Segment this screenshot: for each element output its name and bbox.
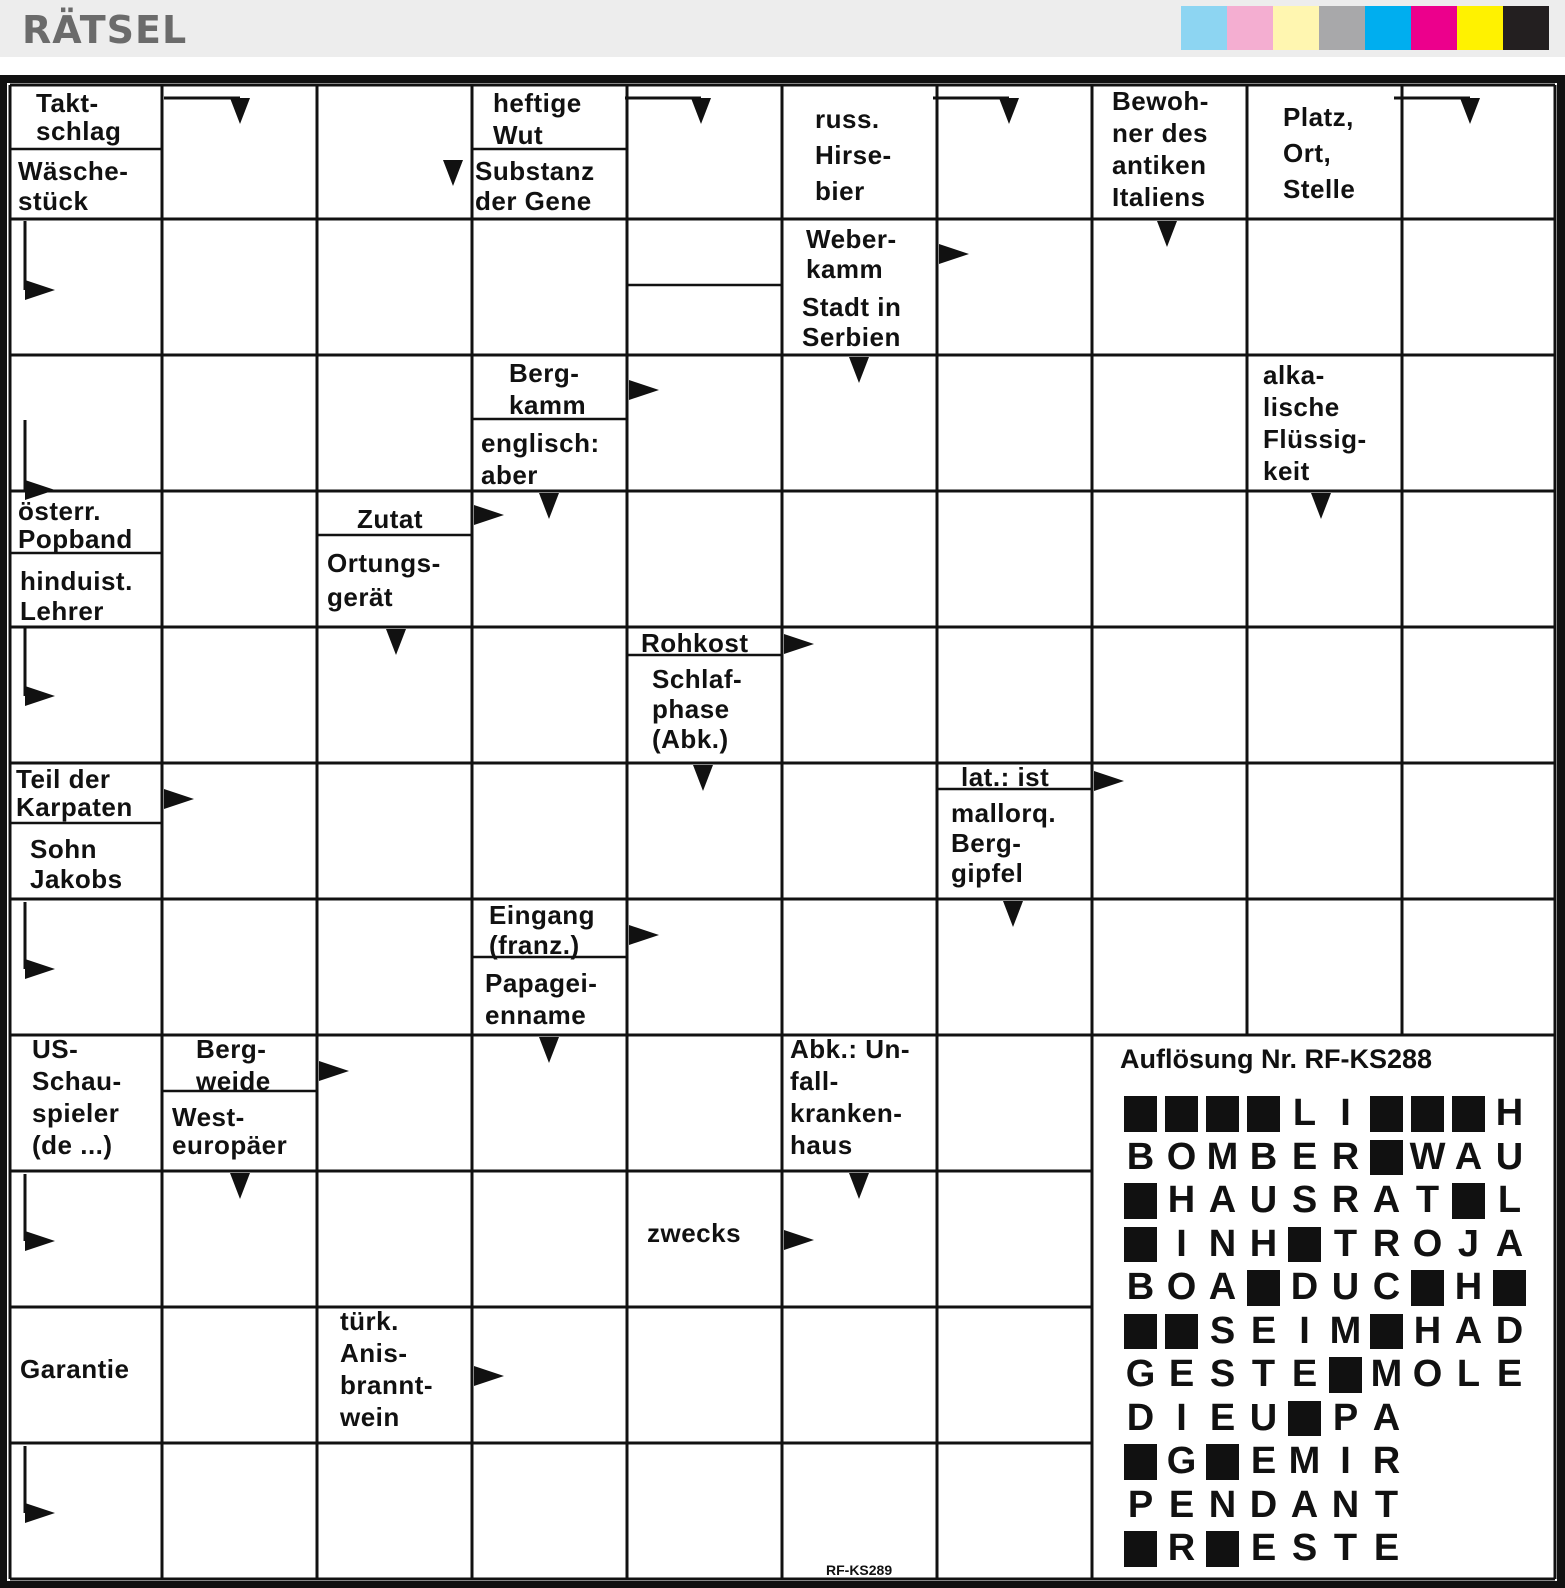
clue-line: Schau- [32, 1066, 122, 1096]
clue-line: Rohkost [641, 628, 749, 658]
solution-letter: O [1166, 1266, 1197, 1308]
clue-line: kamm [509, 390, 587, 420]
solution-letter: I [1340, 1440, 1351, 1482]
clue-line: Wut [493, 120, 544, 150]
solution-letter: M [1329, 1309, 1362, 1352]
arrow-right-icon [164, 789, 194, 809]
arrow-down-icon [230, 98, 250, 124]
clue-c5 [815, 104, 892, 206]
solution-letter: E [1291, 1135, 1318, 1178]
arrow-down-icon [1460, 98, 1480, 124]
clue-line: mallorq. [951, 798, 1057, 828]
clue-line: Italiens [1112, 182, 1206, 212]
clue-line: (Abk.) [652, 724, 729, 754]
clue-line: Berg- [951, 828, 1022, 858]
solution-row [1120, 1136, 1530, 1180]
solution-letter: E [1291, 1353, 1318, 1395]
solution-letter: I [1176, 1396, 1187, 1439]
clue-c8 [806, 224, 897, 284]
clue-line: Substanz [475, 156, 595, 186]
clue-line: keit [1263, 456, 1310, 486]
arrow-right-icon [1094, 771, 1124, 791]
clue-line: Takt- [36, 88, 99, 118]
solution-letter: L [1292, 1092, 1317, 1134]
solution-letter: P [1127, 1483, 1154, 1526]
clue-line: lische [1263, 392, 1340, 422]
arrow-right-icon [939, 244, 969, 264]
solution-black-cell [1411, 1096, 1444, 1132]
solution-black-cell [1452, 1096, 1485, 1132]
solution-row [1120, 1353, 1530, 1397]
solution-letter: E [1168, 1483, 1195, 1526]
clue-line: heftige [493, 88, 582, 118]
solution-letter: M [1288, 1440, 1321, 1482]
solution-letter: O [1166, 1135, 1197, 1178]
arrow-right-icon [25, 1503, 55, 1523]
solution-letter: U [1331, 1266, 1360, 1308]
solution-letter: G [1125, 1353, 1156, 1395]
clue-line: Anis- [340, 1338, 408, 1368]
solution-letter: E [1373, 1527, 1400, 1569]
solution-letter: E [1250, 1527, 1277, 1569]
solution-letter: U [1495, 1135, 1524, 1178]
clue-c13 [18, 496, 133, 554]
clue-line: Stelle [1283, 174, 1356, 204]
clue-line: schlag [36, 116, 122, 146]
clue-line: gerät [327, 582, 394, 612]
solution-row [1120, 1440, 1530, 1484]
clue-line: West- [172, 1102, 245, 1132]
clue-line: US- [32, 1034, 79, 1064]
solution-letter: E [1250, 1440, 1277, 1482]
clue-line: Jakobs [30, 864, 123, 894]
clue-line: aber [481, 460, 538, 490]
clue-c31 [339, 1306, 433, 1432]
arrow-right-icon [629, 925, 659, 945]
solution-letter: U [1249, 1179, 1278, 1221]
solution-letter: H [1167, 1179, 1196, 1221]
clue-c29 [647, 1218, 741, 1248]
clue-line: Papagei- [485, 968, 598, 998]
arrow-down-icon [849, 1173, 869, 1199]
clue-line: Ort, [1283, 138, 1332, 168]
solution-letter: U [1249, 1396, 1278, 1439]
solution-letter: N [1331, 1483, 1360, 1526]
clue-line: russ. [815, 104, 880, 134]
solution-black-cell [1124, 1444, 1157, 1480]
arrow-down-icon [999, 98, 1019, 124]
solution-black-cell [1206, 1444, 1239, 1480]
solution-letter: H [1454, 1266, 1483, 1308]
solution-letter: I [1176, 1222, 1187, 1265]
clue-line: wein [340, 1402, 400, 1432]
solution-row [1120, 1527, 1530, 1571]
solution-letter: S [1291, 1179, 1318, 1221]
clue-c14 [20, 566, 133, 626]
solution-letter: C [1372, 1266, 1401, 1308]
clue-line: Zutat [357, 504, 424, 534]
clue-line: Popband [18, 524, 133, 554]
clue-c7 [1283, 102, 1355, 204]
clue-c24 [485, 968, 597, 1030]
clue-line: stück [18, 186, 89, 216]
clue-c19 [16, 764, 133, 822]
solution-black-cell [1370, 1140, 1403, 1176]
solution-letter: O [1412, 1222, 1443, 1265]
clue-line: brannt- [340, 1370, 434, 1400]
solution-letter: N [1208, 1483, 1237, 1526]
clue-line: Platz, [1283, 102, 1354, 132]
clue-line: Bewoh- [1112, 86, 1209, 116]
clue-line: Berg- [509, 358, 580, 388]
clue-line: Berg- [196, 1034, 267, 1064]
solution-letter: M [1206, 1135, 1239, 1178]
solution-letter: A [1208, 1179, 1237, 1221]
clue-line: alka- [1263, 360, 1325, 390]
solution-letter: E [1168, 1353, 1195, 1395]
solution-black-cell [1329, 1357, 1362, 1393]
clue-c3 [493, 88, 582, 150]
solution-black-cell [1124, 1531, 1157, 1567]
clue-c2 [18, 156, 128, 216]
clue-line: Wäsche- [18, 156, 129, 186]
solution-letter: W [1409, 1135, 1446, 1178]
arrow-down-icon [443, 160, 463, 186]
arrow-right-icon [784, 634, 814, 654]
clue-line: Stadt in [802, 292, 902, 322]
clue-line: spieler [32, 1098, 120, 1128]
solution-letter: A [1454, 1135, 1483, 1178]
solution-letter: T [1333, 1527, 1358, 1569]
solution-letter: D [1290, 1266, 1319, 1308]
clue-c1 [36, 88, 121, 146]
solution-black-cell [1452, 1183, 1485, 1219]
solution-letter: T [1415, 1179, 1440, 1221]
arrow-right-icon [319, 1061, 349, 1081]
arrow-right-icon [25, 959, 55, 979]
clue-line: (franz.) [489, 930, 580, 960]
arrow-down-icon [1157, 221, 1177, 247]
solution-row [1120, 1266, 1530, 1310]
solution-row [1120, 1179, 1530, 1223]
clue-c10 [509, 358, 586, 420]
solution-black-cell [1206, 1096, 1239, 1132]
clue-c16 [327, 548, 441, 612]
arrow-right-icon [25, 1231, 55, 1251]
solution-letter: A [1208, 1266, 1237, 1308]
solution-letter: A [1454, 1309, 1483, 1352]
solution-letter: H [1495, 1092, 1524, 1134]
arrow-down-icon [539, 1037, 559, 1063]
solution-black-cell [1370, 1314, 1403, 1350]
clue-line: phase [652, 694, 730, 724]
solution-letter: R [1331, 1135, 1360, 1178]
solution-letter: A [1372, 1396, 1401, 1439]
solution-black-cell [1411, 1270, 1444, 1306]
clue-line: hinduist. [20, 566, 133, 596]
clue-line: bier [815, 176, 865, 206]
solution-letter: G [1166, 1440, 1197, 1482]
clue-line: der Gene [475, 186, 592, 216]
solution-black-cell [1370, 1096, 1403, 1132]
solution-letter: T [1333, 1222, 1358, 1265]
solution-letter: S [1209, 1353, 1236, 1395]
solution-letter: I [1340, 1092, 1351, 1134]
clue-c28 [790, 1034, 910, 1160]
solution-letter: J [1457, 1222, 1480, 1265]
clue-line: weide [196, 1066, 271, 1096]
clue-line: Garantie [20, 1354, 130, 1384]
arrow-right-icon [629, 380, 659, 400]
solution-letter: P [1332, 1396, 1359, 1439]
solution-black-cell [1206, 1531, 1239, 1567]
solution-letter: O [1412, 1353, 1443, 1395]
clue-line: antiken [1112, 150, 1207, 180]
arrow-down-icon [230, 1173, 250, 1199]
solution-row [1120, 1397, 1530, 1441]
arrow-right-icon [25, 686, 55, 706]
solution-letter: N [1208, 1222, 1237, 1265]
solution-black-cell [1124, 1183, 1157, 1219]
clue-line: Abk.: Un- [790, 1034, 911, 1064]
arrow-down-icon [386, 629, 406, 655]
solution-letter: R [1372, 1440, 1401, 1482]
clue-c21 [961, 762, 1049, 792]
solution-letter: A [1372, 1179, 1401, 1221]
solution-letter: H [1249, 1222, 1278, 1265]
solution-letter: S [1209, 1309, 1236, 1352]
clue-line: Serbien [802, 322, 901, 352]
arrow-down-icon [539, 493, 559, 519]
solution-black-cell [1493, 1270, 1526, 1306]
arrow-right-icon [474, 1366, 504, 1386]
arrow-down-icon [1311, 493, 1331, 519]
solution-letter: A [1495, 1222, 1524, 1265]
solution-row [1120, 1223, 1530, 1267]
clue-c23 [489, 900, 595, 960]
solution-title: Auflösung Nr. RF-KS288 [1120, 1044, 1433, 1074]
solution-black-cell [1288, 1401, 1321, 1437]
clue-c30 [20, 1354, 130, 1384]
solution-letter: A [1290, 1483, 1319, 1526]
page-title: RÄTSEL [22, 8, 188, 52]
arrow-right-icon [784, 1230, 814, 1250]
clue-line: lat.: ist [961, 762, 1050, 792]
clue-line: gipfel [951, 858, 1024, 888]
clue-line: österr. [18, 496, 101, 526]
clue-line: Flüssig- [1263, 424, 1367, 454]
solution-letter: R [1372, 1222, 1401, 1265]
arrow-down-icon [849, 357, 869, 383]
solution-row [1120, 1484, 1530, 1528]
clue-line: kranken- [790, 1098, 903, 1128]
solution-black-cell [1165, 1096, 1198, 1132]
clue-line: englisch: [481, 428, 600, 458]
solution-black-cell [1124, 1314, 1157, 1350]
clue-line: kamm [806, 254, 884, 284]
solution-black-cell [1165, 1314, 1198, 1350]
clue-c17 [641, 628, 749, 658]
solution-letter: B [1249, 1135, 1278, 1178]
solution-black-cell [1124, 1096, 1157, 1132]
clue-c15 [357, 504, 423, 534]
solution-letter: B [1126, 1135, 1155, 1178]
solution-black-cell [1247, 1096, 1280, 1132]
solution-letter: D [1495, 1309, 1524, 1352]
clue-line: Ortungs- [327, 548, 441, 578]
clue-c20 [30, 834, 123, 894]
puzzle-code: RF-KS289 [826, 1562, 893, 1578]
solution-row [1120, 1092, 1530, 1136]
clue-line: (de ...) [32, 1130, 113, 1160]
clue-c6 [1112, 86, 1209, 212]
solution-letter: T [1374, 1483, 1399, 1526]
solution-letter: M [1370, 1353, 1403, 1395]
arrow-down-icon [693, 765, 713, 791]
clue-line: Lehrer [20, 596, 104, 626]
clue-line: ner des [1112, 118, 1208, 148]
clue-line: Sohn [30, 834, 97, 864]
clue-c25 [32, 1034, 122, 1160]
solution-black-cell [1247, 1270, 1280, 1306]
clue-line: Weber- [806, 224, 897, 254]
solution-letter: D [1126, 1396, 1155, 1439]
clue-line: Eingang [489, 900, 596, 930]
clue-c4 [475, 156, 595, 216]
clue-c12 [1263, 360, 1367, 486]
solution-letter: E [1496, 1353, 1523, 1395]
solution-row [1120, 1310, 1530, 1354]
clue-line: Teil der [16, 764, 111, 794]
solution-letter: E [1209, 1396, 1236, 1439]
clue-c22 [951, 798, 1056, 888]
clue-line: haus [790, 1130, 853, 1160]
solution-letter: D [1249, 1483, 1278, 1526]
clue-line: Hirse- [815, 140, 892, 170]
clue-c27 [172, 1102, 287, 1160]
clue-c11 [481, 428, 600, 490]
solution-letter: B [1126, 1266, 1155, 1308]
clue-line: enname [485, 1000, 587, 1030]
clue-line: Schlaf- [652, 664, 743, 694]
arrow-down-icon [1003, 901, 1023, 927]
clue-c9 [802, 292, 901, 352]
clue-line: europäer [172, 1130, 288, 1160]
solution-letter: T [1251, 1353, 1276, 1395]
clue-line: Karpaten [16, 792, 133, 822]
clue-c18 [652, 664, 742, 754]
solution-grid [1120, 1092, 1530, 1571]
arrow-right-icon [474, 505, 504, 525]
solution-black-cell [1124, 1227, 1157, 1263]
solution-letter: L [1497, 1179, 1522, 1221]
solution-letter: I [1299, 1309, 1310, 1352]
solution-letter: R [1331, 1179, 1360, 1221]
solution-letter: H [1413, 1309, 1442, 1352]
arrow-right-icon [25, 280, 55, 300]
clue-line: zwecks [647, 1218, 742, 1248]
arrow-down-icon [691, 98, 711, 124]
solution-letter: R [1167, 1527, 1196, 1569]
clue-line: fall- [790, 1066, 839, 1096]
clue-c26 [195, 1034, 271, 1096]
solution-black-cell [1288, 1227, 1321, 1263]
solution-letter: L [1456, 1353, 1481, 1395]
solution-letter: E [1250, 1309, 1277, 1352]
clue-line: türk. [340, 1306, 399, 1336]
solution-letter: S [1291, 1527, 1318, 1569]
